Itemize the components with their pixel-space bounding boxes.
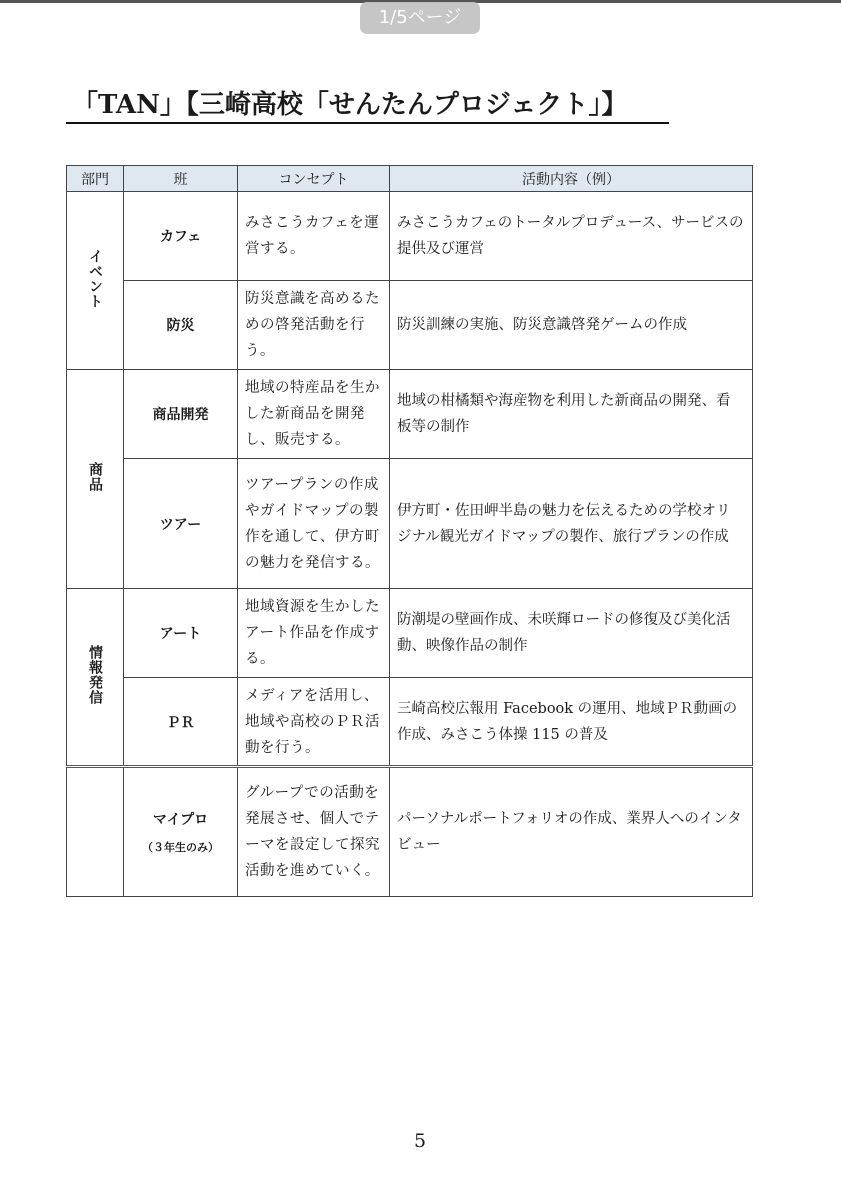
concept-cell: みさこうカフェを運営する。 bbox=[238, 192, 390, 281]
team-name: マイプロ bbox=[152, 812, 209, 828]
activity-table bbox=[66, 165, 753, 897]
team-cell: 商品開発 bbox=[124, 370, 238, 459]
activity-cell: 防災訓練の実施、防災意識啓発ゲームの作成 bbox=[390, 281, 753, 370]
concept-cell: 地域の特産品を生かした新商品を開発し、販売する。 bbox=[238, 370, 390, 459]
team-cell: ツアー bbox=[124, 459, 238, 589]
table-row bbox=[67, 589, 753, 678]
activity-cell: みさこうカフェのトータルプロデュース、サービスの提供及び運営 bbox=[390, 192, 753, 281]
header-team: 班 bbox=[124, 166, 238, 192]
page-indicator: 1/5ページ bbox=[360, 2, 480, 34]
department-cell bbox=[67, 767, 124, 897]
department-label: 情報発信 bbox=[87, 645, 103, 705]
team-cell bbox=[124, 767, 238, 897]
team-cell: アート bbox=[124, 589, 238, 678]
department-label: イベント bbox=[87, 248, 103, 309]
document-title: 「TAN」【三崎高校「せんたんプロジェクト」】 bbox=[66, 86, 669, 124]
concept-cell: 地域資源を生かしたアート作品を作成する。 bbox=[238, 589, 390, 678]
department-cell bbox=[67, 370, 124, 589]
table-row bbox=[67, 678, 753, 767]
team-cell: カフェ bbox=[124, 192, 238, 281]
activity-cell: 地域の柑橘類や海産物を利用した新商品の開発、看板等の制作 bbox=[390, 370, 753, 459]
header-activity: 活動内容（例） bbox=[390, 166, 753, 192]
table-row bbox=[67, 370, 753, 459]
concept-cell: メディアを活用し、地域や高校のＰＲ活動を行う。 bbox=[238, 678, 390, 767]
department-label: 商品 bbox=[87, 462, 103, 492]
activity-cell: パーソナルポートフォリオの作成、業界人へのインタビュー bbox=[390, 767, 753, 897]
team-note: （３年生のみ） bbox=[142, 841, 219, 854]
concept-cell: ツアープランの作成やガイドマップの製作を通して、伊方町の魅力を発信する。 bbox=[238, 459, 390, 589]
concept-cell: グループでの活動を発展させ、個人でテーマを設定して探究活動を進めていく。 bbox=[238, 767, 390, 897]
table-row bbox=[67, 767, 753, 897]
department-cell bbox=[67, 589, 124, 767]
table-row bbox=[67, 281, 753, 370]
team-cell: 防災 bbox=[124, 281, 238, 370]
activity-cell: 三崎高校広報用 Facebook の運用、地域ＰＲ動画の作成、みさこう体操 115 の普及 bbox=[390, 678, 753, 767]
table-row bbox=[67, 192, 753, 281]
concept-cell: 防災意識を高めるための啓発活動を行う。 bbox=[238, 281, 390, 370]
team-cell: ＰＲ bbox=[124, 678, 238, 767]
page-number: 5 bbox=[413, 1130, 427, 1152]
header-concept: コンセプト bbox=[238, 166, 390, 192]
department-cell bbox=[67, 192, 124, 370]
table-header-row bbox=[67, 166, 753, 192]
activity-cell: 防潮堤の壁画作成、未咲輝ロードの修復及び美化活動、映像作品の制作 bbox=[390, 589, 753, 678]
activity-cell: 伊方町・佐田岬半島の魅力を伝えるための学校オリジナル観光ガイドマップの製作、旅行プランの作成 bbox=[390, 459, 753, 589]
header-department: 部門 bbox=[67, 166, 124, 192]
table-row bbox=[67, 459, 753, 589]
